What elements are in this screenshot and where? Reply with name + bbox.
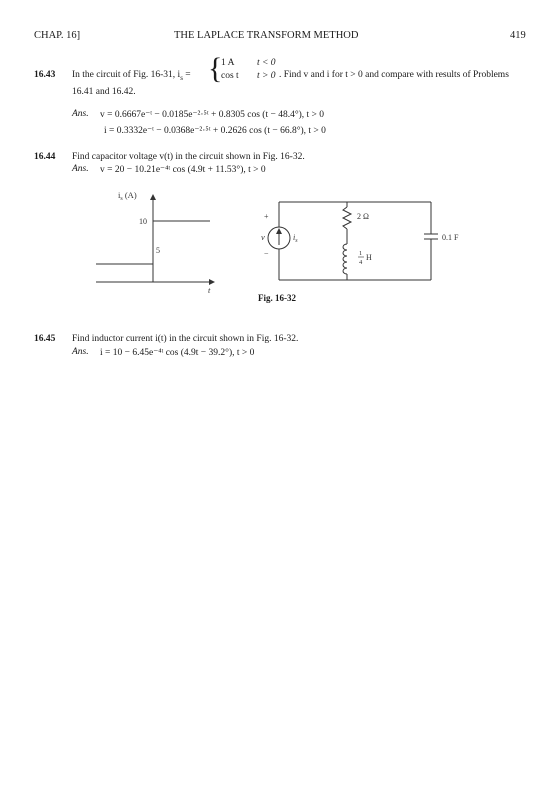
chapter-label: CHAP. 16] — [34, 30, 81, 41]
resistor-symbol — [343, 207, 351, 229]
problem-line-2: 16.41 and 16.42. — [72, 87, 136, 97]
case-1-condition: t < 0 — [257, 58, 276, 68]
capacitor-label: 0.1 F — [442, 233, 459, 242]
inductor-symbol — [343, 244, 347, 274]
problem-number: 16.44 — [34, 152, 56, 162]
problem-text: Find capacitor voltage v(t) in the circuit shown in Fig. 16-32. — [72, 152, 305, 162]
source-label: $i_s$ — [293, 233, 298, 244]
lead-subscript: s — [180, 73, 183, 82]
answer-v: v = 0.6667e⁻ᵗ − 0.0185e⁻²·⁵ᵗ + 0.8305 cos (t − 48.4°), t > 0 — [100, 110, 325, 120]
resistor-label: 2 Ω — [357, 212, 369, 221]
answer-label: Ans. — [72, 109, 89, 119]
problem-text: Find inductor current i(t) in the circuit shown in Fig. 16-32. — [72, 334, 299, 344]
answer-i: i = 0.3332e⁻ᵗ − 0.0368e⁻²·⁵ᵗ + 0.2626 cos (t − 66.8°), t > 0 — [104, 126, 326, 136]
case-2-condition: t > 0 — [257, 71, 276, 81]
y-axis-label: $i_s$ (A) — [118, 190, 137, 202]
plus-sign: + — [264, 212, 269, 221]
voltage-label: v — [261, 232, 265, 242]
minus-sign: − — [264, 249, 269, 258]
lead-text: In the circuit of Fig. 16-31, i — [72, 70, 181, 80]
problem-number: 16.45 — [34, 334, 56, 344]
tick-label-5: 5 — [156, 246, 160, 255]
answer-v: v = 20 − 10.21e⁻⁴ᵗ cos (4.9t + 11.53°), t > 0 — [100, 165, 266, 175]
case-2-value: cos t — [221, 71, 239, 81]
problem-number: 16.43 — [34, 70, 56, 80]
problem-lead — [72, 70, 191, 82]
inductor-label-unit: H — [366, 253, 372, 262]
figure-16-32 — [0, 180, 559, 310]
running-title: THE LAPLACE TRANSFORM METHOD — [174, 30, 359, 41]
source-waveform-graph — [96, 190, 212, 295]
answer-label: Ans. — [72, 164, 89, 174]
case-1-value: 1 A — [221, 58, 235, 68]
x-axis-label: t — [208, 285, 211, 295]
problem-tail: . Find v and i for t > 0 and compare with results of Problems — [279, 70, 509, 80]
piecewise-brace: { — [208, 52, 223, 85]
tick-label-10: 10 — [139, 217, 147, 226]
figure-caption: Fig. 16-32 — [258, 293, 296, 303]
page-number: 419 — [510, 30, 526, 41]
inductor-label-denominator: 4 — [359, 259, 363, 266]
lead-equals: = — [182, 70, 191, 80]
answer-label: Ans. — [72, 347, 89, 357]
inductor-label-numerator: 1 — [359, 250, 363, 257]
answer-i: i = 10 − 6.45e⁻⁴ᵗ cos (4.9t − 39.2°), t > 0 — [100, 348, 255, 358]
